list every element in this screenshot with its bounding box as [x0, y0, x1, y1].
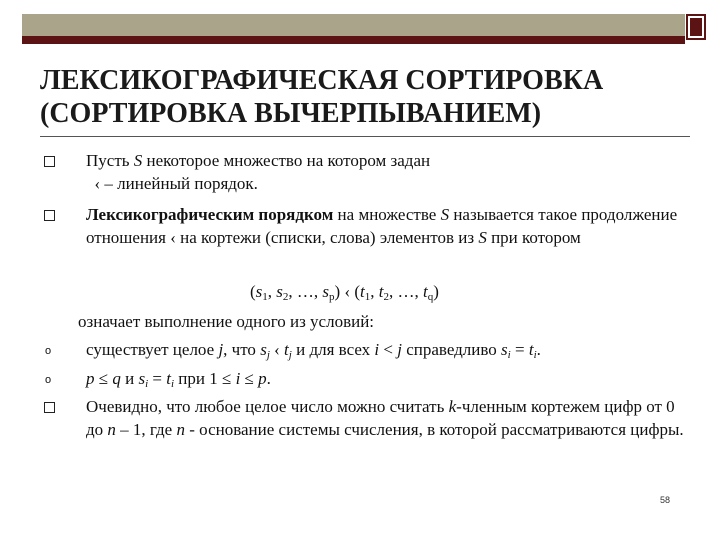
- header-accent-bar: [22, 36, 685, 44]
- list-item-3: Очевидно, что любое целое число можно считать k-членным кортежем цифр от 0 до n – 1, где n - основание системы счисления, в которой рассматриваются цифры.: [86, 397, 684, 439]
- square-bullet-icon: [44, 402, 55, 413]
- slide-title: [40, 64, 680, 130]
- square-bullet-icon: [44, 210, 55, 221]
- page-number: 58: [660, 495, 671, 505]
- condition-2: p ≤ q и $s_i = t_i$ при 1 ≤ i ≤ p.: [86, 369, 271, 390]
- list-item-1: Пусть S некоторое множество на котором задан ‹ – линейный порядок.: [86, 151, 431, 193]
- condition-1: существует целое j, что $s_j$ ‹ $t_j$ и для всех i < j справедливо $s_i = t_i$.: [86, 340, 541, 361]
- circle-bullet-icon: o: [45, 374, 52, 386]
- title-line-2: (СОРТИРОВКА ВЫЧЕРПЫВАНИЕМ): [40, 98, 542, 129]
- title-divider: [40, 136, 690, 137]
- list-item-2: Лексикографическим порядком на множестве S называется такое продолжение отношения ‹ на кортежи (списки, слова) элементов из S при котором: [86, 205, 678, 247]
- header-bar: [22, 14, 685, 36]
- circle-bullet-icon: o: [45, 345, 52, 357]
- square-bullet-icon: [44, 156, 55, 167]
- title-line-1: ЛЕКСИКОГРАФИЧЕСКАЯ СОРТИРОВКА: [40, 65, 604, 96]
- corner-decoration: [686, 14, 706, 40]
- lex-order-formula: ($s_1$, $s_2$, …, $s_p$) ‹ ($t_1$, $t_2$, …, $t_q$): [250, 282, 439, 303]
- conditions-intro: означает выполнение одного из условий:: [78, 312, 375, 331]
